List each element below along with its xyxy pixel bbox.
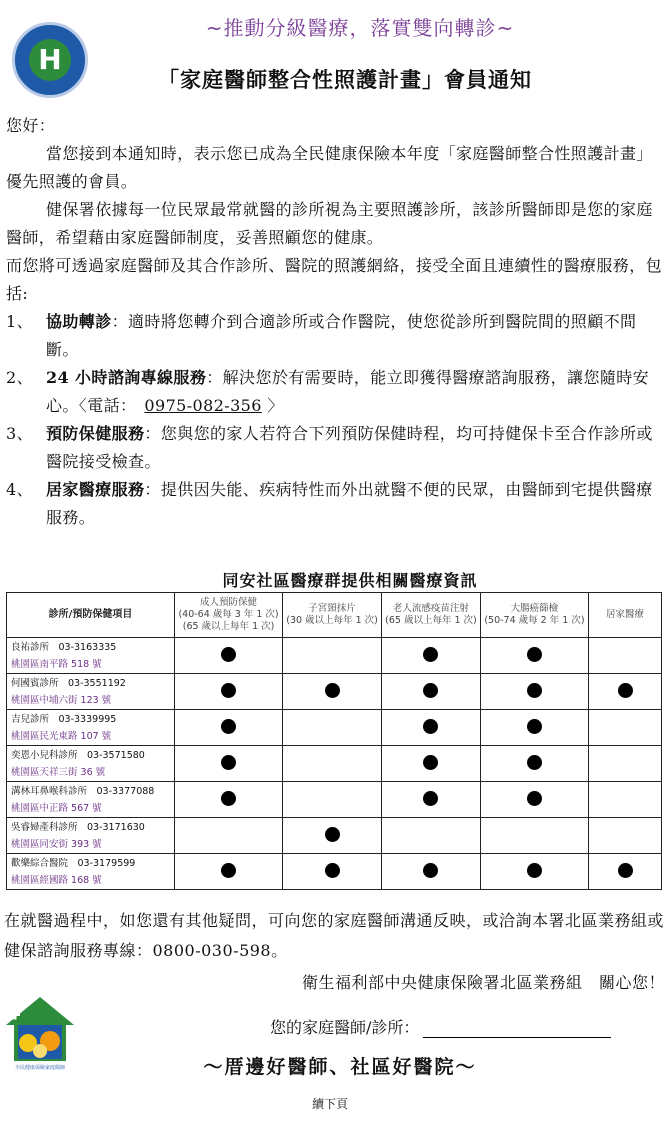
family-logo-text: 全民健康保險家庭醫師: [14, 1065, 66, 1071]
paragraph-2: 健保署依據每一位民眾最常就醫的診所視為主要照護診所，該診所醫師即是您的家庭醫師，希望藉由家庭醫師制度，妥善照顧您的健康。: [6, 200, 653, 247]
next-page-label: 續下頁: [311, 1097, 348, 1111]
item-number: 1、: [6, 312, 33, 331]
service-cell: [381, 710, 480, 746]
service-available-dot: [618, 683, 633, 698]
clinic-address: 桃園區南平路 518 號: [11, 658, 102, 670]
service-cell: [381, 854, 480, 890]
letter-body: [6, 112, 662, 532]
clinic-address: 桃園區中正路 567 號: [11, 802, 102, 814]
service-cell: [589, 782, 662, 818]
service-available-dot: [221, 647, 236, 662]
item-number: 2、: [6, 368, 33, 387]
service-cell: [175, 638, 283, 674]
table-row: [7, 710, 662, 746]
fill-label: 您的家庭醫師/診所：: [270, 1018, 420, 1037]
service-cell: [589, 638, 662, 674]
table-row: [7, 746, 662, 782]
service-available-dot: [527, 647, 542, 662]
service-cell: [589, 854, 662, 890]
service-available-dot: [527, 755, 542, 770]
service-cell: [175, 854, 283, 890]
list-item: [6, 476, 662, 532]
table-row: [7, 854, 662, 890]
footer-note: 在就醫過程中，如您還有其他疑問，可向您的家庭醫師溝通反映，或洽詢本署北區業務組或健保諮詢服務專線：0800-030-598。: [4, 911, 665, 960]
motto: ～厝邊好醫師、社區好醫院～: [203, 1056, 477, 1078]
service-available-dot: [221, 863, 236, 878]
header-cell: 診所/預防保健項目: [7, 593, 175, 638]
table-row: [7, 638, 662, 674]
table-header-row: [7, 593, 662, 638]
table-row: [7, 818, 662, 854]
service-available-dot: [423, 755, 438, 770]
service-cell: [381, 746, 480, 782]
clinic-cell: [7, 818, 175, 854]
service-cell: [283, 782, 382, 818]
clinic-name: 吉兒診所 03-3339995: [11, 713, 117, 725]
clinic-address: 桃園區同安街 393 號: [11, 838, 102, 850]
clinic-cell: [7, 710, 175, 746]
service-available-dot: [527, 683, 542, 698]
clinic-name: 溝林耳鼻喉科診所 03-3377088: [11, 785, 155, 797]
service-available-dot: [527, 719, 542, 734]
item-tail: 〉: [267, 396, 284, 415]
service-available-dot: [325, 827, 340, 842]
item-title: 預防保健服務: [46, 424, 145, 443]
service-cell: [480, 674, 588, 710]
list-item: [6, 308, 662, 364]
item-text: ：您與您的家人若符合下列預防保健時程，均可持健保卡至合作診所或醫院接受檢查。: [46, 424, 653, 471]
clinic-table: [6, 592, 662, 890]
service-cell: [480, 818, 588, 854]
service-available-dot: [423, 647, 438, 662]
service-available-dot: [527, 791, 542, 806]
service-available-dot: [423, 791, 438, 806]
service-available-dot: [423, 863, 438, 878]
clinic-name: 良祐診所 03-3163335: [11, 641, 117, 653]
service-available-dot: [527, 863, 542, 878]
header-cell: 大腸癌篩檢 (50-74 歲每 2 年 1 次): [480, 593, 588, 638]
list-item: [6, 364, 662, 420]
service-cell: [589, 746, 662, 782]
service-cell: [175, 674, 283, 710]
clinic-address: 桃園區中埔六街 123 號: [11, 694, 112, 706]
fill-blank[interactable]: [423, 1019, 611, 1038]
clinic-cell: [7, 674, 175, 710]
clinic-cell: [7, 854, 175, 890]
nhi-logo-mark: H: [29, 39, 71, 81]
paragraph-1: 當您接到本通知時，表示您已成為全民健康保險本年度「家庭醫師整合性照護計畫」優先照護的會員。: [6, 144, 653, 191]
service-available-dot: [325, 683, 340, 698]
clinic-address: 桃園區民光東路 107 號: [11, 730, 112, 742]
service-available-dot: [325, 863, 340, 878]
list-item: [6, 420, 662, 476]
service-available-dot: [618, 863, 633, 878]
service-available-dot: [221, 791, 236, 806]
item-text: ：提供因失能、疾病特性而外出就醫不便的民眾，由醫師到宅提供醫療服務。: [46, 480, 653, 527]
service-available-dot: [423, 683, 438, 698]
service-cell: [175, 818, 283, 854]
service-cell: [283, 854, 382, 890]
service-available-dot: [221, 683, 236, 698]
service-available-dot: [423, 719, 438, 734]
item-title: 24 小時諮詢專線服務: [46, 368, 207, 387]
header-cell: 成人預防保健 (40-64 歲每 3 年 1 次) (65 歲以上每年 1 次): [175, 593, 283, 638]
nhi-logo: [12, 22, 88, 98]
service-cell: [283, 710, 382, 746]
signature-line: 衛生福利部中央健康保險署北區業務組 關心您！: [301, 973, 665, 992]
slogan: ~推動分級醫療，落實雙向轉診~: [205, 16, 515, 40]
service-cell: [589, 674, 662, 710]
clinic-address: 桃園區經國路 168 號: [11, 874, 102, 886]
service-cell: [589, 818, 662, 854]
clinic-name: 歡樂綜合醫院 03-3179599: [11, 857, 136, 869]
service-cell: [480, 710, 588, 746]
service-cell: [589, 710, 662, 746]
service-cell: [381, 674, 480, 710]
header-cell: 子宮頸抹片 (30 歲以上每年 1 次): [283, 593, 382, 638]
service-cell: [381, 818, 480, 854]
item-text: ：解決您於有需要時，能立即獲得醫療諮詢服務，讓您隨時安心。〈電話：: [46, 368, 650, 415]
hotline-phone[interactable]: 0975-082-356: [144, 396, 262, 415]
service-cell: [283, 674, 382, 710]
greeting: 您好：: [6, 116, 56, 135]
service-cell: [381, 782, 480, 818]
table-row: [7, 674, 662, 710]
family-doctor-logo: [4, 995, 76, 1075]
service-cell: [283, 746, 382, 782]
item-text: ：適時將您轉介到合適診所或合作醫院，使您從診所到醫院間的照顧不間斷。: [46, 312, 637, 359]
service-cell: [175, 782, 283, 818]
service-cell: [283, 638, 382, 674]
item-title: 居家醫療服務: [46, 480, 145, 499]
clinic-name: 奕恩小兒科診所 03-3571580: [11, 749, 145, 761]
table-title: 同安社區醫療群提供相關醫療資訊: [222, 571, 478, 590]
service-cell: [283, 818, 382, 854]
table-row: [7, 782, 662, 818]
clinic-cell: [7, 782, 175, 818]
service-cell: [480, 854, 588, 890]
clinic-name: 吳睿婦產科診所 03-3171630: [11, 821, 145, 833]
service-available-dot: [221, 719, 236, 734]
service-cell: [175, 710, 283, 746]
header-cell: 居家醫療: [589, 593, 662, 638]
service-cell: [175, 746, 283, 782]
service-cell: [480, 638, 588, 674]
clinic-cell: [7, 746, 175, 782]
paragraph-3: 而您將可透過家庭醫師及其合作診所、醫院的照護網絡，接受全面且連續性的醫療服務，包括:: [6, 256, 663, 303]
service-cell: [480, 782, 588, 818]
fill-in-line: [270, 1015, 611, 1038]
page-title: 「家庭醫師整合性照護計畫」會員通知: [158, 67, 532, 92]
clinic-cell: [7, 638, 175, 674]
service-available-dot: [221, 755, 236, 770]
service-cell: [480, 746, 588, 782]
clinic-address: 桃園區天祥三街 36 號: [11, 766, 106, 778]
item-title: 協助轉診: [46, 312, 112, 331]
clinic-name: 何國賓診所 03-3551192: [11, 677, 126, 689]
item-number: 3、: [6, 424, 33, 443]
service-cell: [381, 638, 480, 674]
header-cell: 老人流感疫苗注射 (65 歲以上每年 1 次): [381, 593, 480, 638]
item-number: 4、: [6, 480, 33, 499]
